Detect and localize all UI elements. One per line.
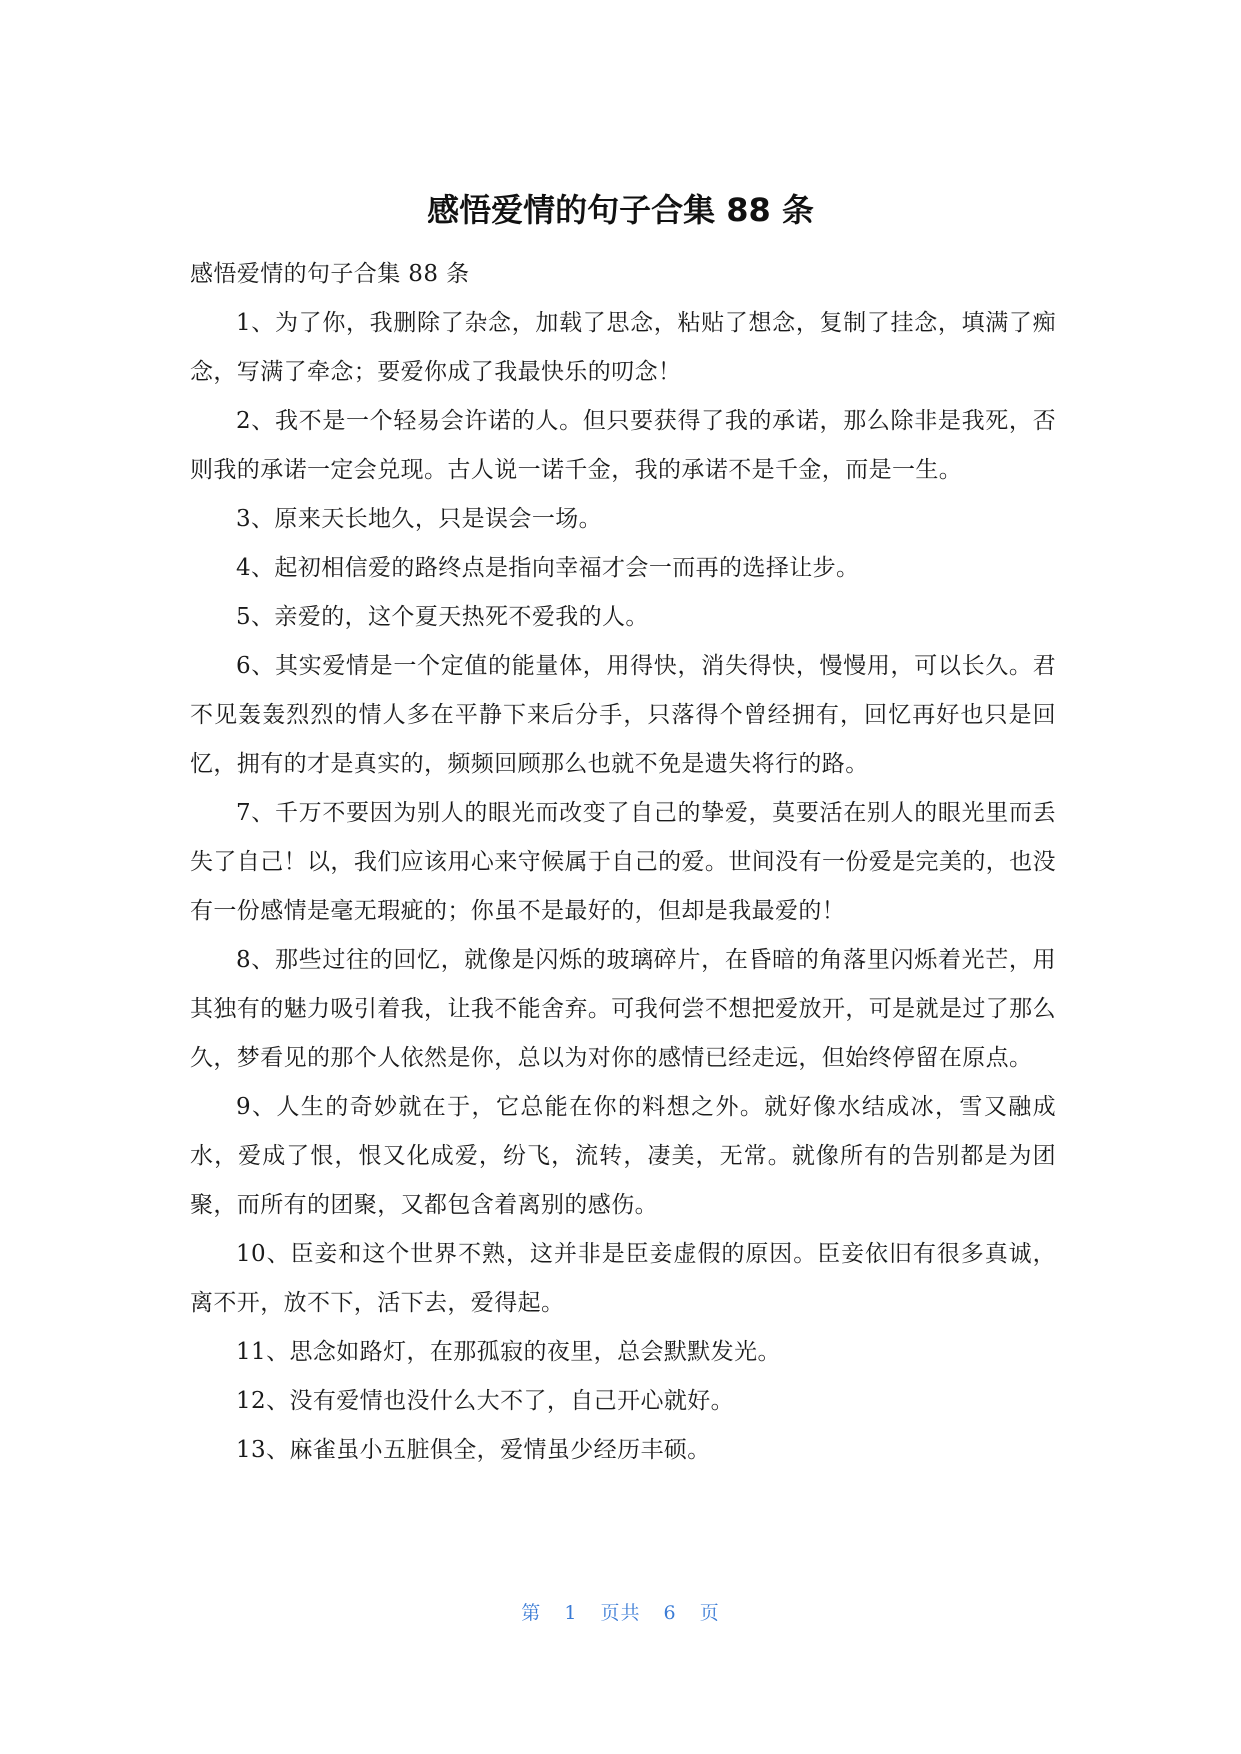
footer-prefix: 第 [521,1602,542,1624]
document-body [190,250,1056,1475]
paragraph-item: 12、没有爱情也没什么大不了，自己开心就好。 [236,1388,735,1414]
paragraph-item: 8、那些过往的回忆，就像是闪烁的玻璃碎片，在昏暗的角落里闪烁着光芒，用其独有的魅力吸引着我，让我不能舍弃。可我何尝不想把爱放开，可是就是过了那么久，梦看见的那个人依然是你，总以为对你的感情已经走远，但始终停留在原点。 [190,947,1056,1071]
page-footer [0,1598,1241,1625]
paragraph-item: 2、我不是一个轻易会许诺的人。但只要获得了我的承诺，那么除非是我死，否则我的承诺一定会兑现。古人说一诺千金，我的承诺不是千金，而是一生。 [190,408,1056,483]
paragraph-item: 5、亲爱的，这个夏天热死不爱我的人。 [236,604,649,630]
footer-middle: 页共 [600,1602,641,1624]
paragraph-item: 4、起初相信爱的路终点是指向幸福才会一而再的选择让步。 [236,555,860,581]
paragraph-item: 9、人生的奇妙就在于，它总能在你的料想之外。就好像水结成冰，雪又融成水，爱成了恨，恨又化成爱，纷飞，流转，凄美，无常。就像所有的告别都是为团聚，而所有的团聚，又都包含着离别的感伤。 [190,1094,1056,1218]
paragraph-item: 11、思念如路灯，在那孤寂的夜里，总会默默发光。 [236,1339,781,1365]
paragraph-item: 7、千万不要因为别人的眼光而改变了自己的挚爱，莫要活在别人的眼光里而丢失了自己！以，我们应该用心来守候属于自己的爱。世间没有一份爱是完美的，也没有一份感情是毫无瑕疵的；你虽不是最好的，但却是我最爱的！ [190,800,1056,924]
footer-total-pages: 6 [663,1602,677,1624]
footer-suffix: 页 [699,1602,720,1624]
paragraph-item: 10、臣妾和这个世界不熟，这并非是臣妾虚假的原因。臣妾依旧有很多真诚，离不开，放不下，活下去，爱得起。 [190,1241,1056,1316]
paragraph-item: 13、麻雀虽小五脏俱全，爱情虽少经历丰硕。 [236,1437,711,1463]
document-title: 感悟爱情的句子合集 88 条 [427,191,814,229]
document-subtitle: 感悟爱情的句子合集 88 条 [190,261,470,287]
paragraph-item: 1、为了你，我删除了杂念，加载了思念，粘贴了想念，复制了挂念，填满了痴念，写满了牵念；要爱你成了我最快乐的叨念！ [190,310,1056,385]
footer-current-page: 1 [564,1602,578,1624]
paragraph-item: 3、原来天长地久，只是误会一场。 [236,506,603,532]
paragraph-item: 6、其实爱情是一个定值的能量体，用得快，消失得快，慢慢用，可以长久。君不见轰轰烈烈的情人多在平静下来后分手，只落得个曾经拥有，回忆再好也只是回忆，拥有的才是真实的，频频回顾那么也就不免是遗失将行的路。 [190,653,1056,777]
